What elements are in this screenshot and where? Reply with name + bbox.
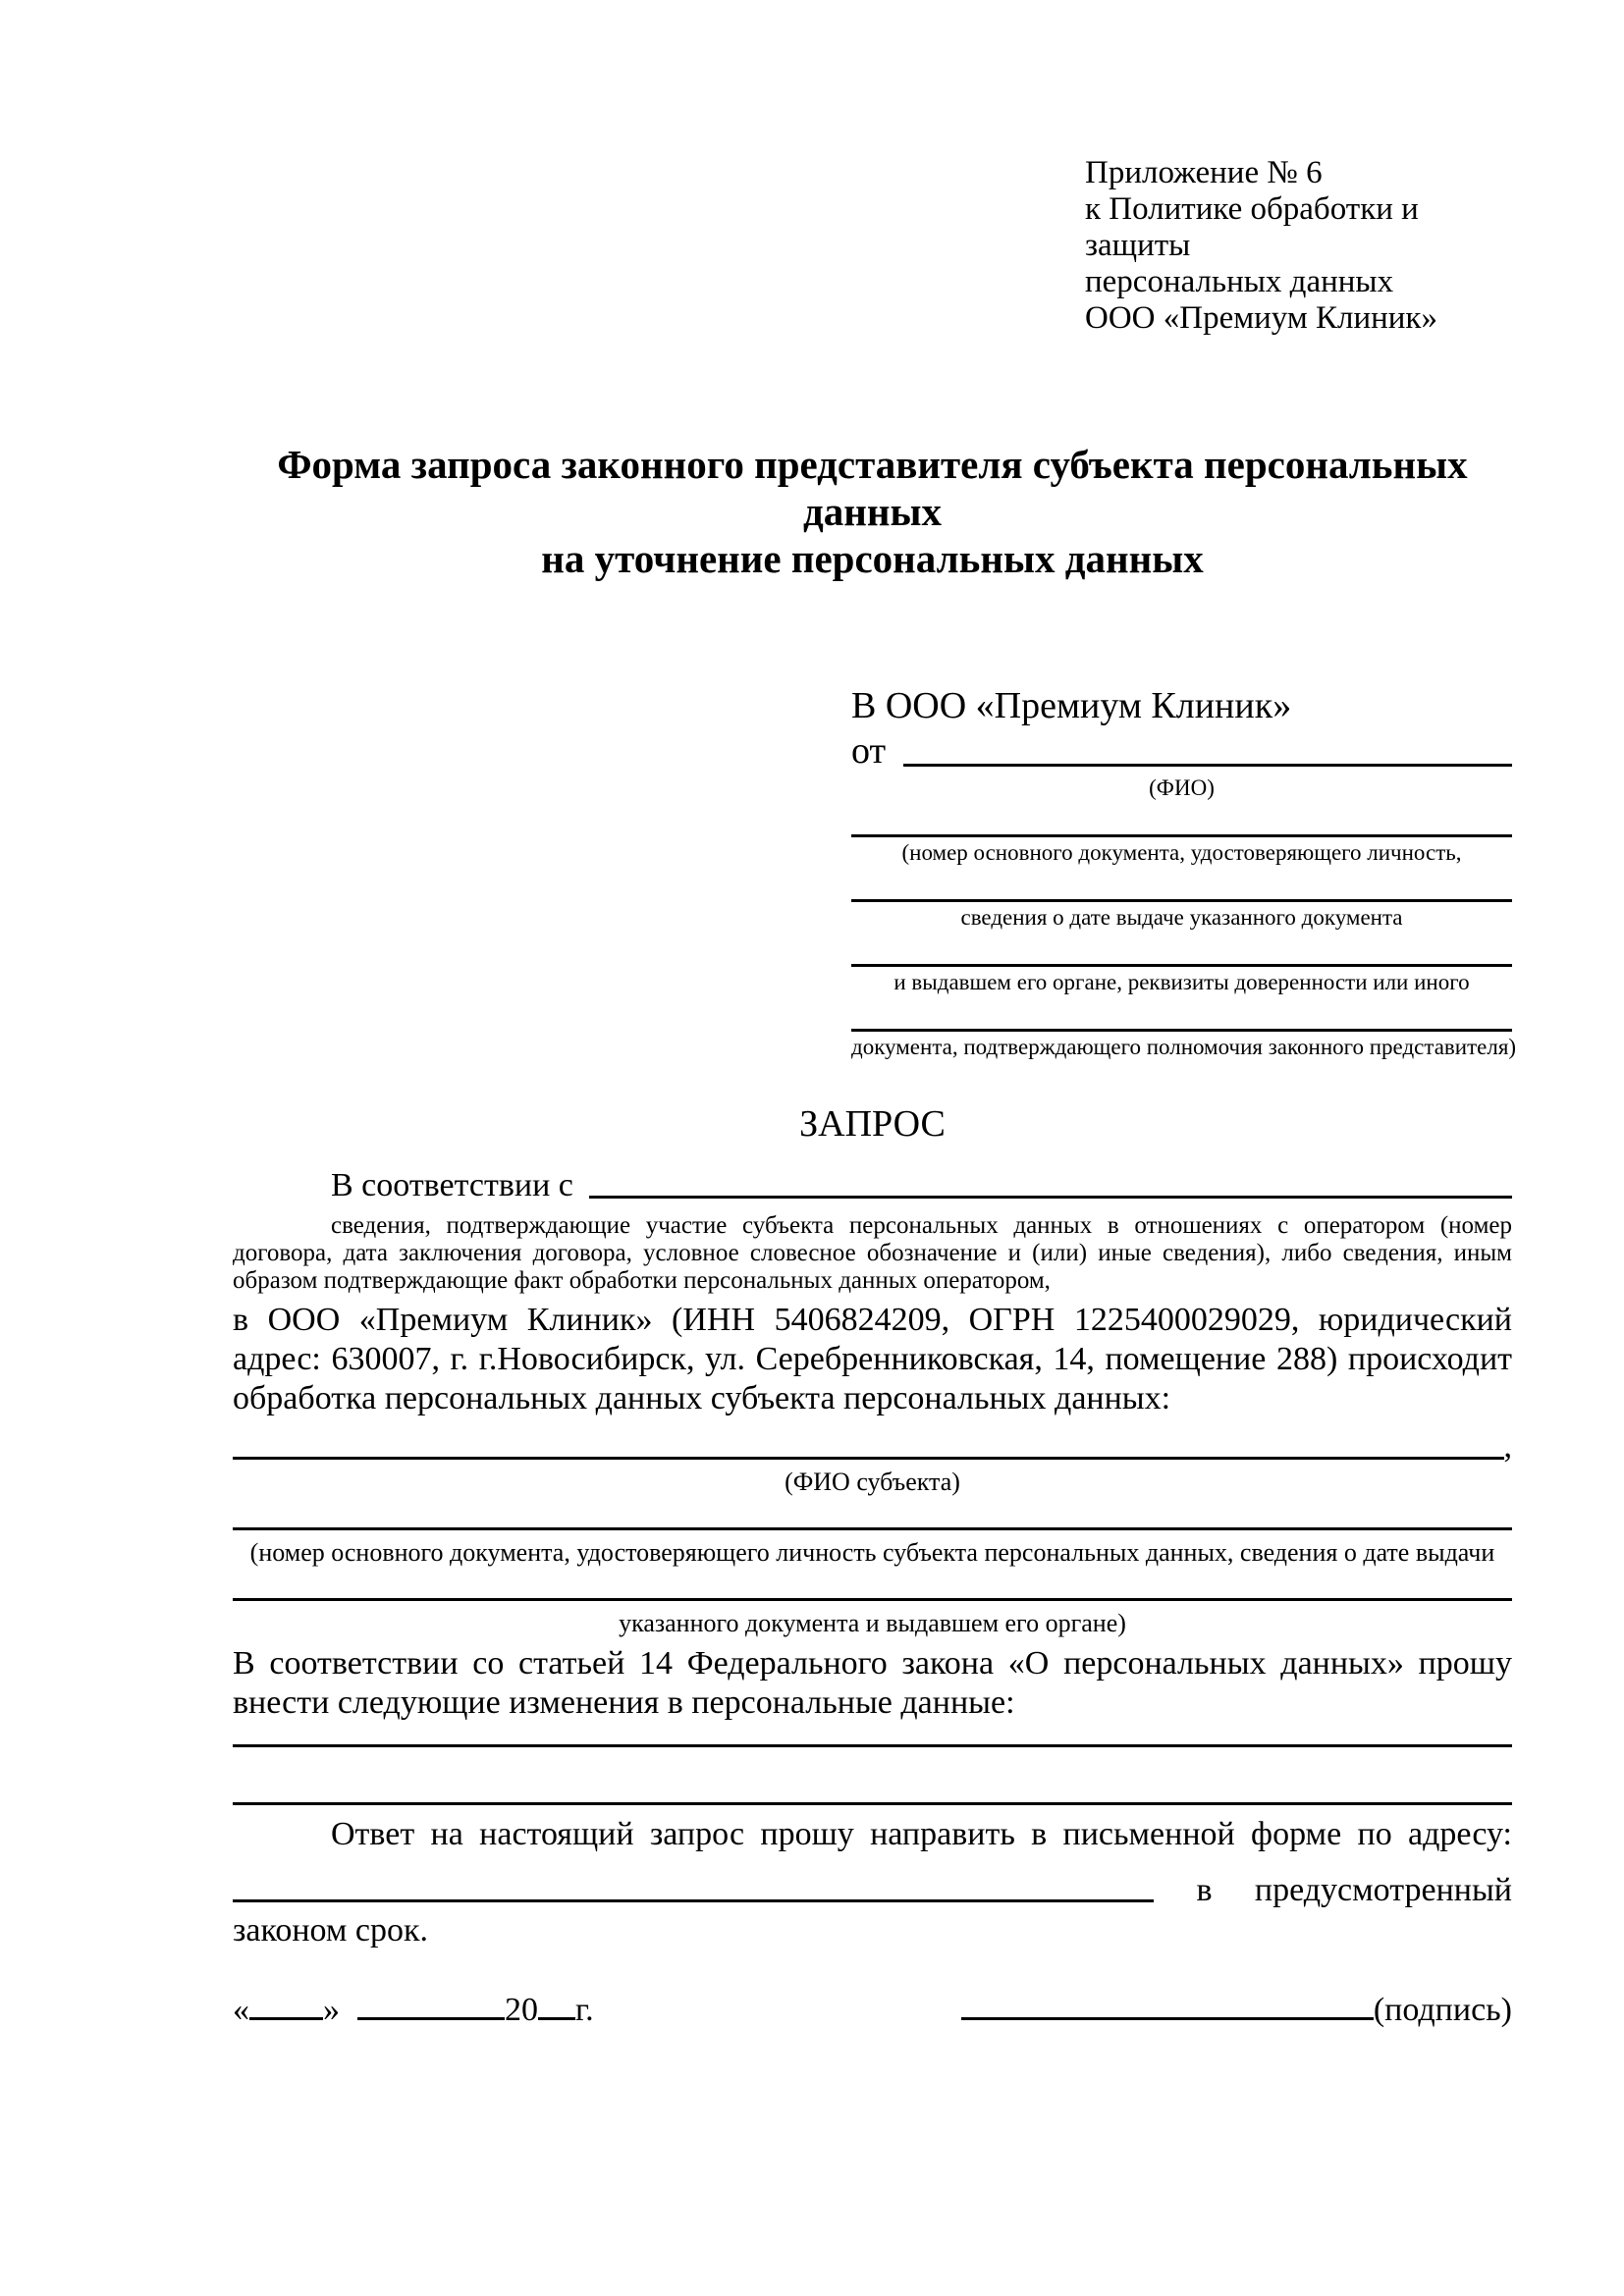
subject-doc-caption-bottom: указанного документа и выдавшем его органе) [619,1609,1126,1637]
appendix-line-1: Приложение № 6 [1085,155,1323,190]
answer-paragraph [233,1815,1512,1952]
field-caption: документа, подтверждающего полномочия законного представителя) [851,1035,1517,1059]
field-caption: (номер основного документа, удостоверяющего личность, [901,840,1462,865]
subject-fio-row [233,1430,1512,1466]
document-content [233,0,1517,2029]
document-title-line-1: Форма запроса законного представителя субъекта персональных данных [277,442,1468,534]
representative-doc-field-1 [851,802,1512,867]
year-prefix: 20 [505,1992,538,2028]
representative-doc-field-4 [851,996,1517,1061]
changes-blank-line-1 [233,1744,1512,1747]
field-caption: сведения о дате выдаче указанного документа [960,905,1403,930]
blank-line [851,996,1512,1032]
changes-blank-line-2 [233,1802,1512,1805]
subject-doc-row-2 [233,1568,1512,1607]
addressee-block [851,684,1517,1061]
close-quote: » [323,1992,340,2028]
signature-field [961,1992,1512,2029]
open-quote: « [233,1992,249,2028]
accordance-prefix: В соответствии с [331,1167,582,1203]
year-blank-line [538,2013,575,2020]
document-title-line-2: на уточнение персональных данных [541,536,1204,581]
appendix-line-3: персональных данных [1085,264,1394,299]
year-suffix: г. [575,1992,594,2028]
answer-word-v: в [1196,1872,1213,1908]
accordance-blank-line [589,1196,1512,1199]
date-field [233,1992,594,2029]
signature-caption: (подпись) [1373,1992,1512,2028]
operator-paragraph: в ООО «Премиум Клиник» (ИНН 5406824209, ОГРН 1225400029029, юридический адрес: 630007, г. г.Новосибирск, ул. Серебренниковская, 14, помещение 288) происходит обработка персональных данных субъекта персональных данных: [233,1302,1512,1416]
answer-line-1: Ответ на настоящий запрос прошу направить в письменной форме по адресу: [331,1816,1512,1852]
subject-doc-blank-line [233,1598,1512,1601]
subject-fio-caption: (ФИО субъекта) [785,1468,960,1496]
day-blank-line [249,2013,323,2020]
from-label: от [851,730,895,772]
address-blank-line [233,1899,1154,1902]
from-row [851,727,1512,773]
trailing-comma: , [1503,1428,1512,1465]
field-caption: и выдавшем его органе, реквизиты доверенности или иного [893,970,1470,994]
date-signature-row [233,1992,1512,2029]
accordance-row [233,1159,1512,1204]
accordance-caption: сведения, подтверждающие участие субъекта персональных данных в отношениях с оператором (номер договора, дата заключения договора, условное словесное обозначение и (или) иные сведения), либо сведения, иным образом подтверждающие факт обработки персональных данных оператором, [233,1212,1512,1294]
request-heading: ЗАПРОС [799,1103,946,1145]
blank-line [851,867,1512,902]
fio-caption: (ФИО) [1149,775,1215,800]
answer-word-predusmotrennyi: предусмотренный [1254,1872,1512,1908]
representative-doc-field-2 [851,867,1512,932]
subject-doc-blank-line [233,1527,1512,1530]
appendix-header [1085,155,1512,337]
subject-doc-caption-top: (номер основного документа, удостоверяющего личность субъекта персональных данных, сведения о дате выдачи [249,1538,1495,1567]
answer-line-3: законом срок. [233,1912,428,1949]
blank-line [851,802,1512,837]
representative-doc-field-3 [851,932,1512,996]
month-blank-line [357,2013,505,2020]
blank-line [851,932,1512,967]
appendix-line-4: ООО «Премиум Клиник» [1085,300,1437,336]
article-paragraph: В соответствии со статьей 14 Федерального закона «О персональных данных» прошу внести следующие изменения в персональные данные: [233,1645,1512,1721]
answer-line-2 [233,1854,1512,1909]
subject-doc-row-1 [233,1497,1512,1536]
signature-blank-line [961,2013,1374,2020]
document-title [233,441,1512,582]
appendix-line-2: к Политике обработки и защиты [1085,191,1419,263]
subject-fio-blank-line [233,1457,1504,1460]
from-name-blank-line [903,764,1512,767]
addressee-organization: В ООО «Премиум Клиник» [851,685,1292,726]
